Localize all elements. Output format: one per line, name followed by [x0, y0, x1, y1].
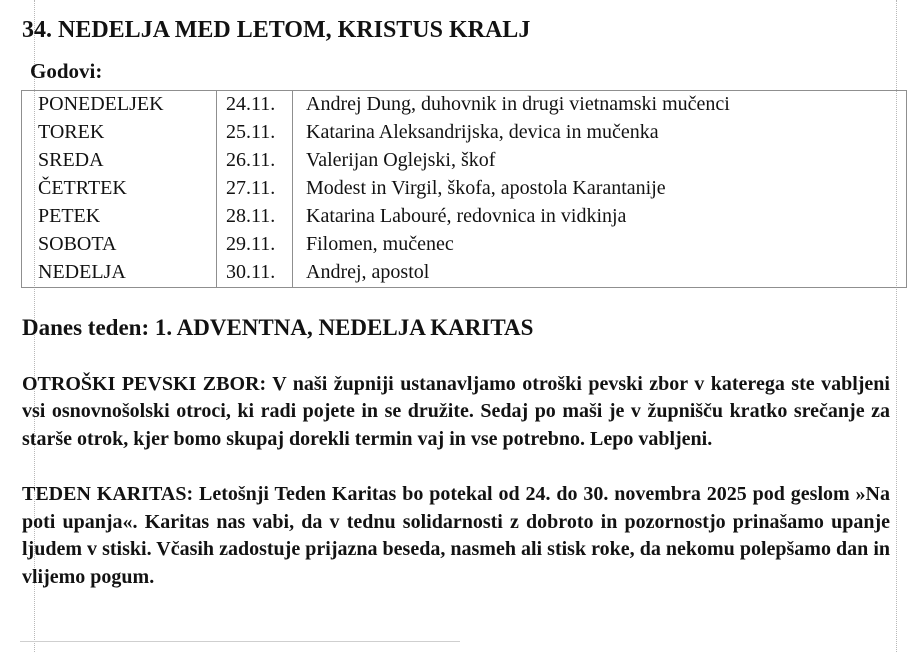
cell-day: SREDA [38, 149, 104, 172]
table-row [22, 147, 907, 175]
announcements-section [0, 371, 913, 592]
cell-day: SOBOTA [38, 233, 117, 256]
cell-day: TOREK [38, 121, 105, 144]
page-content [0, 17, 913, 591]
announcement-paragraph: TEDEN KARITAS: Letošnji Teden Karitas bo potekal od 24. do 30. novembra 2025 pod geslom »Na poti upanja«. Karitas nas vabi, da v tednu solidarnosti z dobroto in pozornostjo prinašamo upanje ljudem v stiski. Včasih zadostuje prijazna beseda, nasmeh ali stisk roke, da nekomu polepšamo dan in vlijemo pogum. [22, 483, 890, 588]
table-row [22, 231, 907, 259]
cell-feast: Katarina Aleksandrijska, devica in mučenka [293, 119, 907, 147]
announcement-paragraph: OTROŠKI PEVSKI ZBOR: V naši župniji ustanavljamo otroški pevski zbor v katerega ste vabljeni vsi osnovnošolski otroci, ki radi pojete in se družite. Sedaj po maši je v župnišču kratko srečanje za starše otrok, kjer bomo skupaj dorekli termin vaj in vse potrebno. Lepo vabljeni. [22, 372, 890, 450]
cell-feast: Katarina Labouré, redovnica in vidkinja [293, 203, 907, 231]
godovi-label: Godovi: [30, 58, 103, 83]
cell-date: 25.11. [217, 119, 293, 147]
cell-feast: Valerijan Oglejski, škof [293, 147, 907, 175]
table-row [22, 90, 907, 119]
cell-feast: Modest in Virgil, škofa, apostola Karantanije [293, 175, 907, 203]
text-boundary-bottom [20, 641, 460, 642]
cell-feast: Andrej, apostol [293, 259, 907, 288]
table-row [22, 203, 907, 231]
cell-day: ČETRTEK [38, 177, 127, 200]
cell-feast: Andrej Dung, duhovnik in drugi vietnamski mučenci [293, 90, 907, 119]
cell-date: 29.11. [217, 231, 293, 259]
saints-table [21, 90, 907, 288]
table-row [22, 119, 907, 147]
table-row [22, 175, 907, 203]
cell-date: 26.11. [217, 147, 293, 175]
cell-date: 28.11. [217, 203, 293, 231]
cell-day: PETEK [38, 205, 101, 228]
cell-date: 27.11. [217, 175, 293, 203]
cell-date: 30.11. [217, 259, 293, 288]
page-title: 34. NEDELJA MED LETOM, KRISTUS KRALJ [22, 17, 531, 43]
cell-day: PONEDELJEK [38, 93, 164, 116]
cell-day: NEDELJA [38, 261, 126, 284]
cell-feast: Filomen, mučenec [293, 231, 907, 259]
cell-date: 24.11. [217, 90, 293, 119]
table-row [22, 259, 907, 288]
week-title: Danes teden: 1. ADVENTNA, NEDELJA KARITAS [22, 314, 534, 340]
